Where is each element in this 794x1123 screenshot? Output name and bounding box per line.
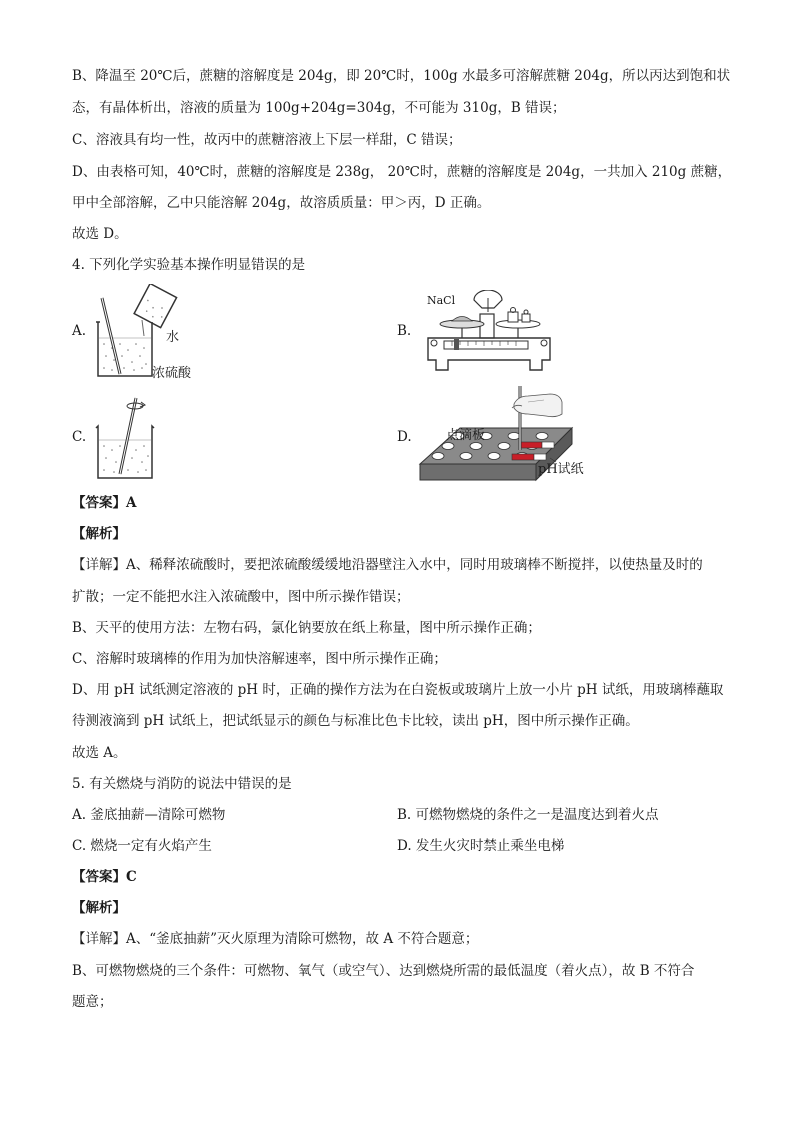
q5-question: 5. 有关燃烧与消防的说法中错误的是: [72, 776, 292, 792]
q3-text-d1: D、由表格可知，40℃时，蔗糖的溶解度是 238g， 20℃时，蔗糖的溶解度是 204g，一共加入 210g 蔗糖，: [72, 164, 732, 180]
stirring-figure: [92, 392, 172, 484]
water-label: 水: [166, 330, 180, 345]
q4-option-b-label: B.: [397, 323, 412, 339]
q4-answer: 【答案】A: [72, 495, 137, 511]
q4-detail-d2: 待测液滴到 pH 试纸上，把试纸显示的颜色与标准比色卡比较，读出 pH，图中所示操作正确。: [72, 713, 639, 729]
q4-option-a-label: A.: [72, 323, 87, 339]
q5-option-b: B. 可燃物燃烧的条件之一是温度达到着火点: [397, 807, 659, 823]
q3-conclusion: 故选 D。: [72, 226, 128, 242]
q4-detail-a2: 扩散；一定不能把水注入浓硫酸中，图中所示操作错误；: [72, 589, 410, 605]
q4-option-d-label: D.: [397, 429, 412, 445]
q4-detail-b: B、天平的使用方法：左物右码，氯化钠要放在纸上称量，图中所示操作正确；: [72, 620, 541, 636]
q4-detail-a1: 【详解】A、稀释浓硫酸时，要把浓硫酸缓缓地沿器壁注入水中，同时用玻璃棒不断搅拌，以使热量及时的: [72, 557, 703, 573]
q5-option-d: D. 发生火灾时禁止乘坐电梯: [397, 838, 565, 854]
q4-option-c-label: C.: [72, 429, 87, 445]
sulfuric-acid-label: 浓硫酸: [152, 366, 192, 381]
q5-detail-b2: 题意；: [72, 994, 113, 1010]
q5-option-c: C. 燃烧一定有火焰产生: [72, 838, 212, 854]
q4-analysis-heading: 【解析】: [72, 526, 126, 542]
q4-detail-c: C、溶解时玻璃棒的作用为加快溶解速率，图中所示操作正确；: [72, 651, 447, 667]
q4-detail-d1: D、用 pH 试纸测定溶液的 pH 时，正确的操作方法为在白瓷板或玻璃片上放一小片 pH 试纸，用玻璃棒蘸取: [72, 682, 724, 698]
q5-option-a: A. 釜底抽薪—清除可燃物: [72, 807, 226, 823]
q4-conclusion: 故选 A。: [72, 745, 127, 761]
q5-detail-b1: B、可燃物燃烧的三个条件：可燃物、氧气（或空气）、达到燃烧所需的最低温度（着火点），故 B 不符合: [72, 963, 695, 979]
q3-text-b2: 态，有晶体析出，溶液的质量为 100g+204g=304g，不可能为 310g，B 错误；: [72, 100, 566, 116]
q5-answer: 【答案】C: [72, 869, 137, 885]
q5-detail-a: 【详解】A、“釜底抽薪”灭火原理为清除可燃物，故 A 不符合题意；: [72, 931, 479, 947]
q3-text-d2: 甲中全部溶解，乙中只能溶解 204g，故溶质质量：甲＞丙，D 正确。: [72, 195, 491, 211]
ph-paper-label: pH试纸: [538, 462, 584, 477]
q4-question: 4. 下列化学实验基本操作明显错误的是: [72, 257, 306, 273]
q3-text-c: C、溶液具有均一性，故丙中的蔗糖溶液上下层一样甜，C 错误；: [72, 132, 462, 148]
q3-text-b1: B、降温至 20℃后，蔗糖的溶解度是 204g，即 20℃时，100g 水最多可溶解蔗糖 204g，所以丙达到饱和状: [72, 68, 731, 84]
nacl-label: NaCl: [427, 294, 456, 307]
spot-plate-label: 点滴板: [446, 428, 486, 443]
q5-analysis-heading: 【解析】: [72, 900, 126, 916]
